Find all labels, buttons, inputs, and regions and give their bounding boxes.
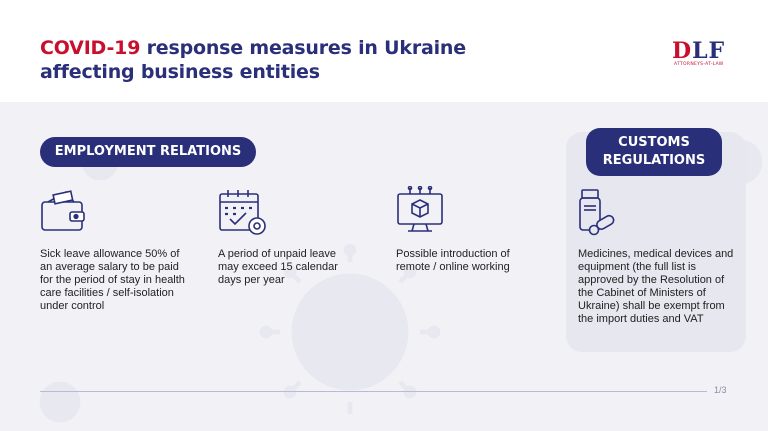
item-text-unpaid-leave: A period of unpaid leave may exceed 15 calendar days per year <box>218 248 338 286</box>
customs-regulations-heading: CUSTOMS REGULATIONS <box>586 128 722 176</box>
logo-subtitle: ATTORNEYS-AT-LAW <box>674 62 724 67</box>
item-text-medicines: Medicines, medical devices and equipment (the full list is approved by the Resolution of the Cabinet of Ministers of Ukraine) shall be exempt from the import duties and VAT <box>578 248 734 325</box>
remote-computer-icon <box>396 186 444 234</box>
footer-divider <box>40 391 707 392</box>
item-text-remote-work: Possible introduction of remote / online working <box>396 248 510 273</box>
page-title <box>40 36 466 84</box>
logo-wordmark <box>672 38 725 64</box>
content-area <box>0 102 768 431</box>
wallet-icon <box>40 188 88 236</box>
logo-letter-d: D <box>672 38 693 64</box>
header <box>0 0 768 102</box>
employment-relations-heading: EMPLOYMENT RELATIONS <box>40 137 256 167</box>
dlf-logo <box>672 38 736 68</box>
page-number: 1/3 <box>714 385 727 395</box>
title-rest: response measures in Ukraine <box>140 37 466 59</box>
logo-letters-lf: LF <box>692 38 726 64</box>
medicine-icon <box>578 188 626 236</box>
item-text-sick-leave: Sick leave allowance 50% of an average salary to be paid for the period of stay in health care facilities / self-isolation under control <box>40 248 185 312</box>
title-accent: COVID-19 <box>40 37 141 59</box>
calendar-check-icon <box>218 188 266 236</box>
title-line2: affecting business entities <box>40 61 320 83</box>
